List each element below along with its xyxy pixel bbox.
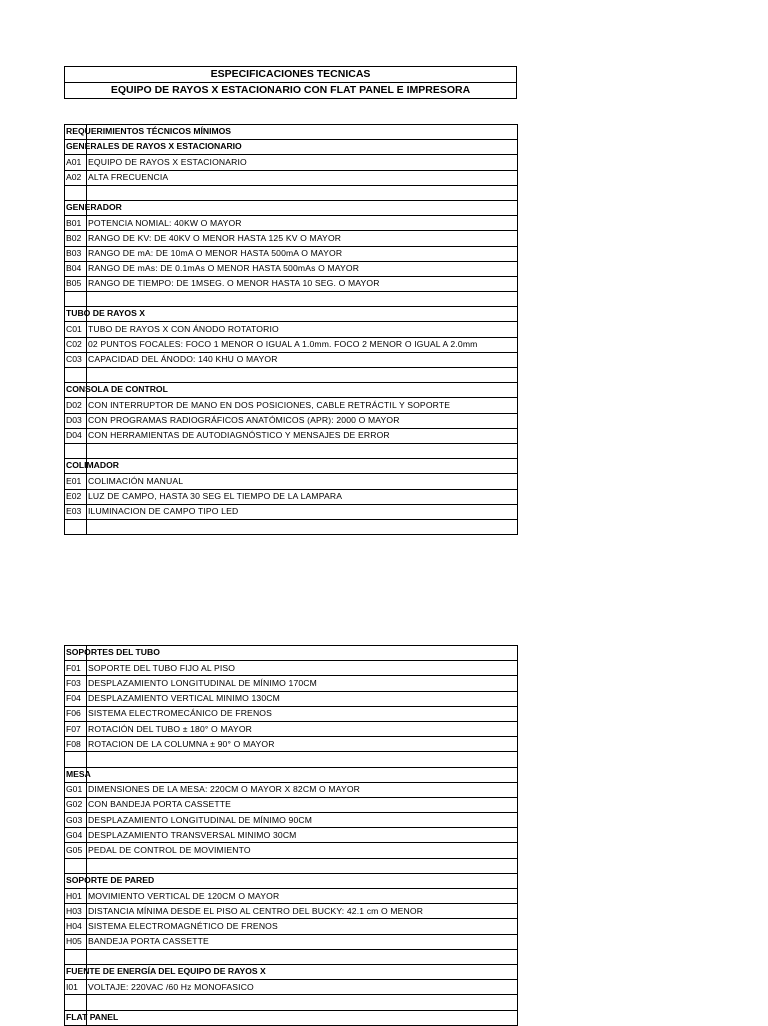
section-header-cell [65,767,91,782]
spec-row [65,155,518,170]
spec-code: D02 [65,398,87,413]
blank-cell [65,995,87,1010]
section-header-row [65,459,518,474]
spec-description: CON BANDEJA PORTA CASSETTE [87,797,518,812]
section-header-spacer [87,1010,518,1025]
spec-code: F03 [65,676,87,691]
section-header-spacer [87,459,518,474]
section-header-cell [65,307,145,322]
spec-description: DISTANCIA MÍNIMA DESDE EL PISO AL CENTRO DEL BUCKY: 42.1 cm O MENOR [87,904,518,919]
spec-row [65,231,518,246]
spec-code: F08 [65,737,87,752]
section-header-label: SOPORTES DEL TUBO [66,647,160,657]
spec-code: E01 [65,474,87,489]
spec-row [65,504,518,519]
spec-row [65,489,518,504]
spec-description: 02 PUNTOS FOCALES: FOCO 1 MENOR O IGUAL A 1.0mm. FOCO 2 MENOR O IGUAL A 2.0mm [87,337,518,352]
blank-cell [87,292,518,307]
spec-description: CON INTERRUPTOR DE MANO EN DOS POSICIONES, CABLE RETRÁCTIL Y SOPORTE [87,398,518,413]
spec-row [65,797,518,812]
section-header-label: REQUERIMIENTOS TÉCNICOS MÍNIMOS [66,126,232,136]
section-header-label: SOPORTE DE PARED [66,874,155,885]
spec-description: SISTEMA ELECTROMECÁNICO DE FRENOS [87,706,518,721]
spec-code: B05 [65,276,87,291]
section-header-row [65,383,518,398]
spec-row [65,276,518,291]
blank-cell [87,443,518,458]
spec-row [65,980,518,995]
spec-code: H03 [65,904,87,919]
spec-row [65,934,518,949]
section-header-label: GENERALES DE RAYOS X ESTACIONARIO [66,141,242,152]
blank-cell [65,443,87,458]
spec-description: CAPACIDAD DEL ÁNODO: 140 KHU O MAYOR [87,352,518,367]
spec-code: B04 [65,261,87,276]
section-header-row [65,125,518,140]
spec-table-primary [64,124,518,535]
blank-cell [65,949,87,964]
blank-row [65,368,518,383]
section-header-label: GENERADOR [66,201,122,212]
spec-description: COLIMACIÓN MANUAL [87,474,518,489]
section-header-label: FUENTE DE ENERGÍA DEL EQUIPO DE RAYOS X [66,965,266,976]
spec-row [65,813,518,828]
spec-row [65,474,518,489]
spec-row [65,261,518,276]
blank-cell [65,368,87,383]
spec-description: DESPLAZAMIENTO LONGITUDINAL DE MÍNIMO 170CM [87,676,518,691]
spec-code: C01 [65,322,87,337]
section-header-row [65,1010,518,1025]
spec-description: RANGO DE mA: DE 10mA O MENOR HASTA 500mA O MAYOR [87,246,518,261]
spec-row [65,170,518,185]
spec-description: DESPLAZAMIENTO VERTICAL MINIMO 130CM [87,691,518,706]
section-header-spacer [87,767,518,782]
spec-description: MOVIMIENTO VERTICAL DE 120CM O MAYOR [87,889,518,904]
section-header-row [65,964,518,979]
spec-description: RANGO DE mAs: DE 0.1mAs O MENOR HASTA 500mAs O MAYOR [87,261,518,276]
blank-cell [87,368,518,383]
spec-code: H01 [65,889,87,904]
spec-row [65,782,518,797]
spec-description: TUBO DE RAYOS X CON ÁNODO ROTATORIO [87,322,518,337]
spec-description: ROTACIÓN DEL TUBO ± 180° O MAYOR [87,721,518,736]
section-header-cell [65,200,122,215]
spec-description: ROTACION DE LA COLUMNA ± 90° O MAYOR [87,737,518,752]
spec-row [65,706,518,721]
blank-row [65,519,518,534]
spec-row [65,246,518,261]
spec-row [65,413,518,428]
spec-row [65,828,518,843]
spec-code: B01 [65,216,87,231]
blank-cell [87,519,518,534]
blank-cell [87,185,518,200]
spec-description: SOPORTE DEL TUBO FIJO AL PISO [87,661,518,676]
spec-row [65,843,518,858]
blank-row [65,443,518,458]
section-header-spacer [87,200,518,215]
section-header-row [65,200,518,215]
spec-description: DIMENSIONES DE LA MESA: 220CM O MAYOR X 82CM O MAYOR [87,782,518,797]
spec-row [65,352,518,367]
blank-cell [87,949,518,964]
spec-code: G02 [65,797,87,812]
blank-row [65,752,518,767]
spec-code: B02 [65,231,87,246]
spec-description: VOLTAJE: 220VAC /60 Hz MONOFASICO [87,980,518,995]
section-header-cell [65,964,266,979]
spec-code: C03 [65,352,87,367]
section-header-cell [65,125,232,140]
spec-row [65,322,518,337]
section-header-cell [65,646,160,661]
spec-code: G03 [65,813,87,828]
spec-description: BANDEJA PORTA CASSETTE [87,934,518,949]
spec-code: E02 [65,489,87,504]
spec-code: E03 [65,504,87,519]
section-header-row [65,307,518,322]
blank-row [65,995,518,1010]
spec-description: ILUMINACION DE CAMPO TIPO LED [87,504,518,519]
section-header-cell [65,1010,119,1025]
blank-cell [65,292,87,307]
spec-code: F06 [65,706,87,721]
blank-row [65,858,518,873]
section-header-row [65,140,518,155]
section-header-cell [65,383,168,398]
spec-row [65,428,518,443]
spec-description: SISTEMA ELECTROMAGNÉTICO DE FRENOS [87,919,518,934]
spec-code: B03 [65,246,87,261]
blank-row [65,185,518,200]
section-header-row [65,646,518,661]
spec-row [65,661,518,676]
spec-code: H05 [65,934,87,949]
spec-description: DESPLAZAMIENTO LONGITUDINAL DE MÍNIMO 90CM [87,813,518,828]
spec-description: EQUIPO DE RAYOS X ESTACIONARIO [87,155,518,170]
document-title: ESPECIFICACIONES TECNICAS [210,68,371,80]
blank-cell [87,858,518,873]
spec-description: RANGO DE KV: DE 40KV O MENOR HASTA 125 KV O MAYOR [87,231,518,246]
spec-row [65,737,518,752]
section-header-cell [65,459,119,474]
spec-description: ALTA FRECUENCIA [87,170,518,185]
spec-row [65,676,518,691]
blank-cell [87,752,518,767]
blank-cell [65,752,87,767]
spec-code: D03 [65,413,87,428]
section-header-label: MESA [66,768,91,779]
spec-row [65,691,518,706]
spec-code: F07 [65,721,87,736]
blank-cell [65,185,87,200]
spec-code: D04 [65,428,87,443]
spec-row [65,398,518,413]
spec-description: LUZ DE CAMPO, HASTA 30 SEG EL TIEMPO DE LA LAMPARA [87,489,518,504]
section-header-cell [65,140,242,155]
spec-code: A02 [65,170,87,185]
section-header-row [65,767,518,782]
spec-row [65,721,518,736]
blank-cell [65,858,87,873]
blank-cell [87,995,518,1010]
spec-row [65,337,518,352]
section-header-label: CONSOLA DE CONTROL [66,384,168,395]
spec-code: I01 [65,980,87,995]
spec-code: H04 [65,919,87,934]
spec-code: G01 [65,782,87,797]
spec-code: G04 [65,828,87,843]
spec-description: RANGO DE TIEMPO: DE 1MSEG. O MENOR HASTA 10 SEG. O MAYOR [87,276,518,291]
spec-description: DESPLAZAMIENTO TRANSVERSAL MINIMO 30CM [87,828,518,843]
spec-row [65,216,518,231]
spec-code: C02 [65,337,87,352]
spec-description: PEDAL DE CONTROL DE MOVIMIENTO [87,843,518,858]
section-header-label: FLAT PANEL [66,1011,119,1022]
spec-row [65,889,518,904]
spec-table-secondary [64,645,518,1026]
spec-description: CON PROGRAMAS RADIOGRÁFICOS ANATÓMICOS (APR): 2000 O MAYOR [87,413,518,428]
section-header-spacer [87,307,518,322]
section-header-cell [65,873,155,888]
spec-code: A01 [65,155,87,170]
document-subtitle: EQUIPO DE RAYOS X ESTACIONARIO CON FLAT PANEL E IMPRESORA [65,82,516,98]
spec-row [65,904,518,919]
spec-code: F04 [65,691,87,706]
section-header-label: COLIMADOR [66,460,119,471]
blank-row [65,292,518,307]
blank-cell [65,519,87,534]
document-title-box [64,66,517,99]
spec-row [65,919,518,934]
section-header-row [65,873,518,888]
spec-description: POTENCIA NOMIAL: 40KW O MAYOR [87,216,518,231]
spec-code: G05 [65,843,87,858]
spec-description: CON HERRAMIENTAS DE AUTODIAGNÓSTICO Y MENSAJES DE ERROR [87,428,518,443]
section-header-label: TUBO DE RAYOS X [66,308,145,319]
spec-code: F01 [65,661,87,676]
blank-row [65,949,518,964]
